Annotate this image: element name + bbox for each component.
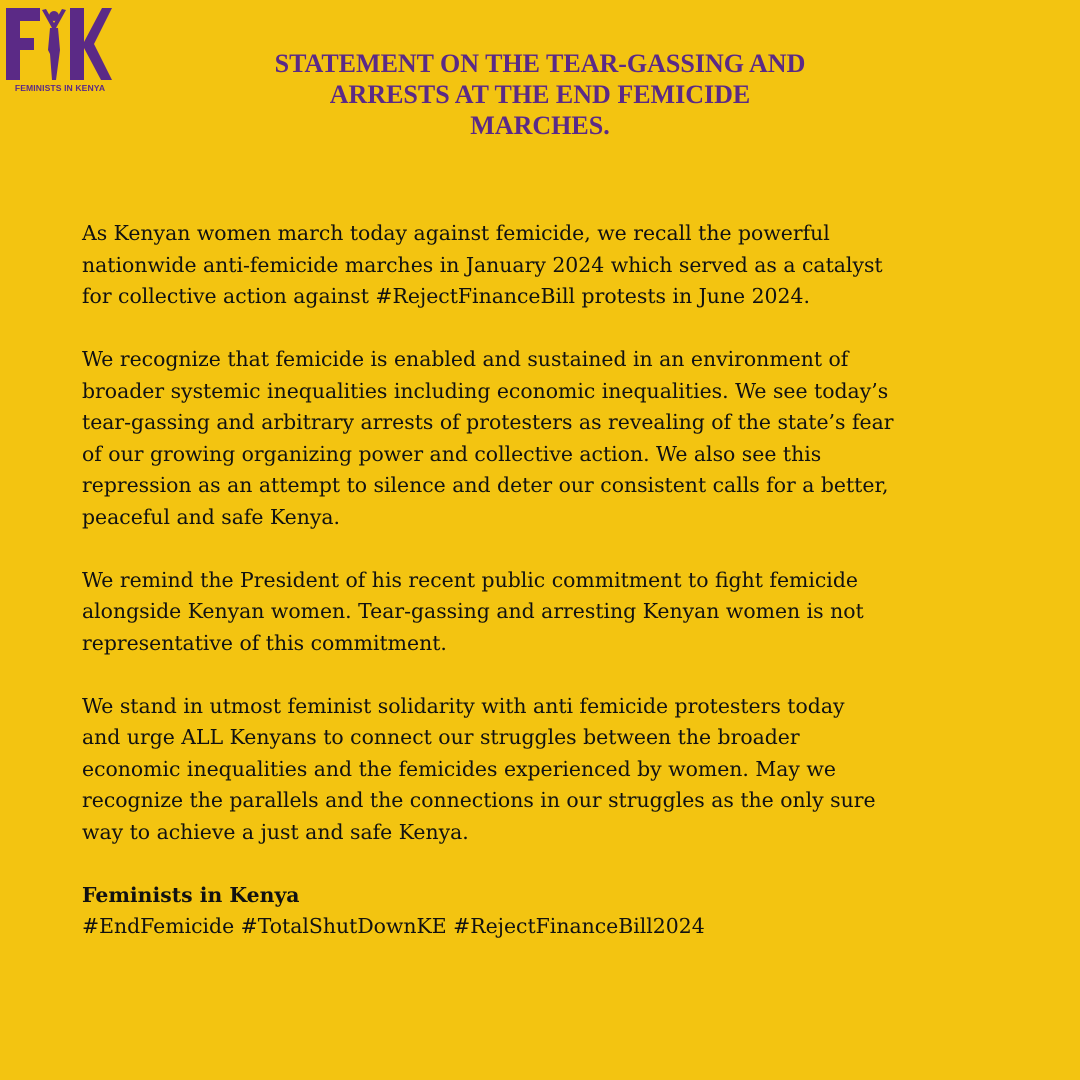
text-line: We recognize that femicide is enabled and sustained in an environment of [82, 347, 849, 371]
text-line: alongside Kenyan women. Tear-gassing and arresting Kenyan women is not [82, 599, 864, 623]
text-line: broader systemic inequalities including economic inequalities. We see today’s [82, 378, 889, 403]
statement-title [200, 48, 880, 141]
text-line: and urge ALL Kenyans to connect our struggles between the broader [82, 725, 800, 749]
title-line: ARRESTS AT THE END FEMICIDE [329, 80, 751, 109]
logo-text: FEMINISTS IN KENYA [14, 83, 106, 93]
statement-body [82, 218, 1042, 943]
text-line: We remind the President of his recent public commitment to fight femicide [82, 567, 858, 592]
title-line: STATEMENT ON THE TEAR-GASSING AND [274, 49, 806, 78]
text-line: for collective action against #RejectFinanceBill protests in June 2024. [82, 284, 810, 308]
text-line: repression as an attempt to silence and deter our consistent calls for a better, [82, 473, 889, 497]
fik-logo-icon [4, 4, 114, 84]
paragraph-2 [82, 344, 1042, 533]
paragraph-1 [82, 218, 1042, 313]
text-line: recognize the parallels and the connections in our struggles as the only sure [82, 788, 876, 812]
text-line: representative of this commitment. [82, 630, 447, 655]
text-line: peaceful and safe Kenya. [82, 504, 341, 529]
text-line: As Kenyan women march today against femicide, we recall the powerful [82, 221, 830, 245]
title-line: MARCHES. [470, 111, 610, 140]
feminists-in-kenya-logo [4, 4, 114, 94]
text-line: way to achieve a just and safe Kenya. [82, 819, 469, 844]
text-line: We stand in utmost feminist solidarity with anti femicide protesters today [82, 693, 845, 718]
signature: Feminists in Kenya [82, 882, 300, 907]
hashtags: #EndFemicide #TotalShutDownKE #RejectFinanceBill2024 [82, 914, 705, 938]
text-line: tear-gassing and arbitrary arrests of protesters as revealing of the state’s fear [82, 410, 894, 434]
text-line: of our growing organizing power and collective action. We also see this [82, 441, 822, 466]
text-line: nationwide anti-femicide marches in January 2024 which served as a catalyst [82, 252, 883, 277]
paragraph-3 [82, 565, 1042, 660]
paragraph-4 [82, 691, 1042, 849]
text-line: economic inequalities and the femicides experienced by women. May we [82, 756, 836, 781]
